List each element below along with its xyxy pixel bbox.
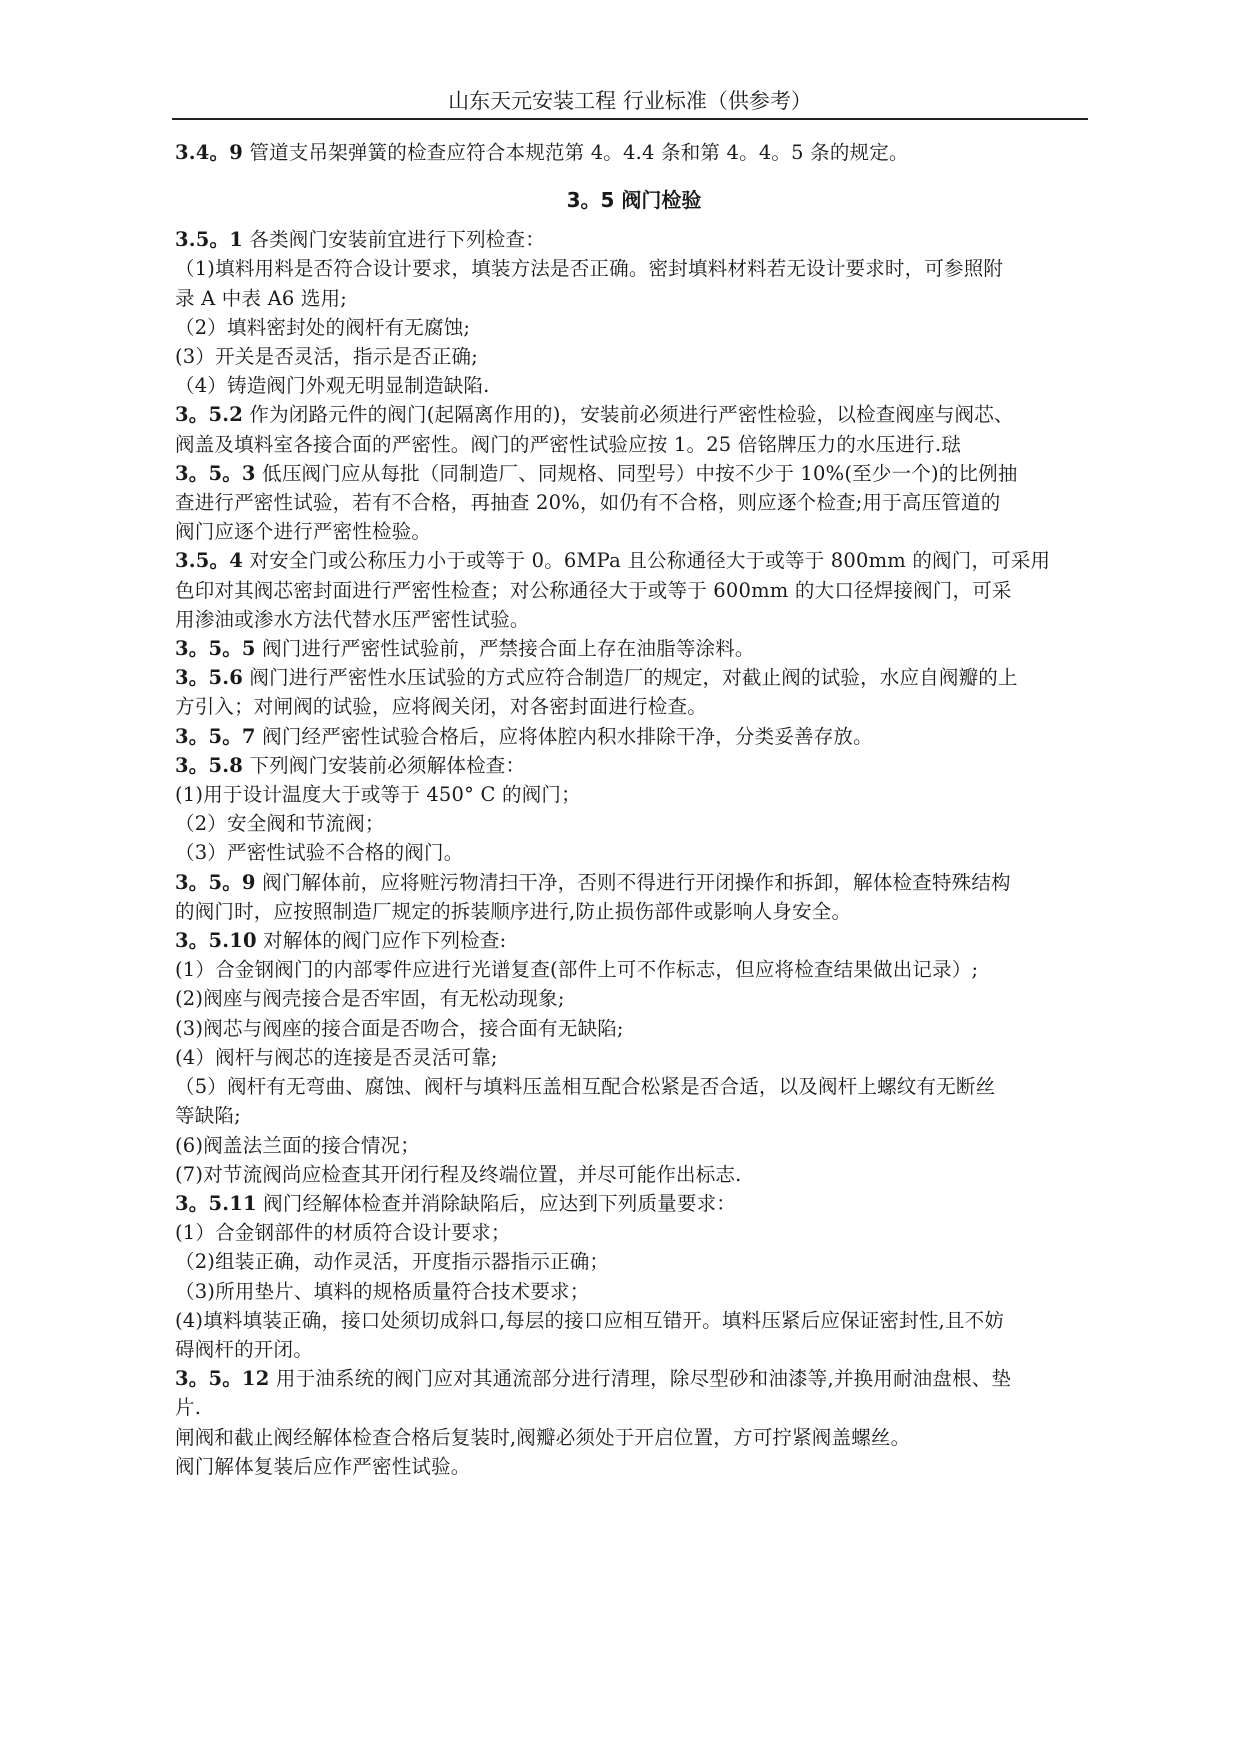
text-line [175,1277,1093,1306]
line-text: 阀门经严密性试验合格后，应将体腔内积水排除干净，分类妥善存放。 [255,724,873,748]
text-line [175,838,1093,867]
text-line [175,1131,1093,1160]
text-line [175,692,1093,721]
text-line [175,605,1093,634]
line-text: (4）阀杆与阀芯的连接是否灵活可靠; [175,1045,498,1069]
clause-number: 3。5。5 [175,637,256,661]
line-text: 查进行严密性试验，若有不合格，再抽查 20%，如仍有不合格，则应逐个检查;用于高压管道的 [175,491,1001,515]
text-line [175,1247,1093,1276]
line-text: 的阀门时，应按照制造厂规定的拆装顺序进行,防止损伤部件或影响人身安全。 [175,899,852,923]
line-text: 色印对其阀芯密封面进行严密性检查；对公称通径大于或等于 600mm 的大口径焊接阀门，可采 [175,578,1012,602]
line-text: 对安全门或公称压力小于或等于 0。6MPa 且公称通径大于或等于 800mm 的阀门，可采用 [243,549,1051,573]
line-text: （2）填料密封处的阀杆有无腐蚀; [175,315,471,339]
line-text: 等缺陷; [175,1104,241,1128]
text-line [175,313,1093,342]
text-line [175,576,1093,605]
line-text: 下列阀门安装前必须解体检查： [243,753,526,777]
text-line [175,1306,1093,1335]
text-line [175,897,1093,926]
line-text: (3）开关是否灵活，指示是否正确; [175,345,478,369]
text-line [175,284,1093,313]
clause-line [175,1364,1093,1393]
clause-line [175,926,1093,955]
line-text: 低压阀门应从每批（同制造厂、同规格、同型号）中按不少于 10%(至少一个)的比例抽 [255,461,1018,485]
header-title: 山东天元安装工程 行业标准（供参考） [448,89,812,113]
line-text: (4)填料填装正确，接口处须切成斜口,每层的接口应相互错开。填料压紧后应保证密封性,且不妨 [175,1308,1005,1332]
clause-line [175,1189,1093,1218]
clause-number: 3。5。3 [175,461,256,485]
text-line [175,809,1093,838]
clause-line [175,546,1093,575]
line-text: 阀门解体前，应将赃污物清扫干净，否则不得进行开闭操作和拆卸，解体检查特殊结构 [255,870,1011,894]
line-text: （1)填料用料是否符合设计要求，填装方法是否正确。密封填料材料若无设计要求时，可参照附 [175,257,1004,281]
clause-number: 3。5。9 [175,870,256,894]
text-line [175,1101,1093,1130]
intro-block [175,138,1093,167]
text-line [175,1423,1093,1452]
line-text: (2)阀座与阀壳接合是否牢固，有无松动现象; [175,987,565,1011]
clause-line [175,459,1093,488]
line-text: 对解体的阀门应作下列检查: [256,929,507,953]
text-line [175,254,1093,283]
clause-number: 3。5.2 [175,403,243,427]
line-text: 片. [175,1396,202,1420]
text-line [175,1160,1093,1189]
text-line [175,1452,1093,1481]
text-line [175,371,1093,400]
clause-line [175,868,1093,897]
line-text: 管道支吊架弹簧的检查应符合本规范第 4。4.4 条和第 4。4。5 条的规定。 [243,141,909,164]
line-text: 用渗油或渗水方法代替水压严密性试验。 [175,607,530,631]
line-text: 阀门解体复装后应作严密性试验。 [175,1454,471,1478]
line-text: 阀门进行严密性试验前，严禁接合面上存在油脂等涂料。 [255,637,755,661]
clause-line [175,751,1093,780]
line-text: (6)阀盖法兰面的接合情况； [175,1133,420,1157]
clause-number: 3。5.11 [175,1191,257,1215]
clause-number: 3。5.10 [175,929,257,953]
text-line [175,1218,1093,1247]
line-text: （2)组装正确，动作灵活，开度指示器指示正确； [175,1250,610,1274]
line-text: 闸阀和截止阀经解体检查合格后复装时,阀瓣必须处于开启位置，方可拧紧阀盖螺丝。 [175,1425,911,1449]
section-title: 3。5 阀门检验 [566,188,702,213]
text-line [175,430,1093,459]
line-text: (7)对节流阀尚应检查其开闭行程及终端位置，并尽可能作出标志. [175,1162,742,1186]
text-line [175,1043,1093,1072]
text-line [175,1335,1093,1364]
line-text: 用于油系统的阀门应对其通流部分进行清理，除尽型砂和油漆等,并换用耐油盘根、垫 [269,1367,1012,1391]
page-header [172,86,1088,120]
line-text: （3）严密性试验不合格的阀门。 [175,841,464,865]
line-text: 碍阀杆的开闭。 [175,1337,313,1361]
section-content [175,225,1093,1481]
line-text: （4）铸造阀门外观无明显制造缺陷. [175,374,490,398]
clause-number: 3。5.8 [175,753,243,777]
clause-line [175,663,1093,692]
text-line [175,1072,1093,1101]
clause-number: 3.5。4 [175,549,243,573]
clause-number: 3.5。1 [175,228,243,252]
clause-number: 3.4。9 [175,141,243,164]
line-text: 录 A 中表 A6 选用; [175,286,348,310]
line-text: 阀门应逐个进行严密性检验。 [175,520,432,544]
line-text: （5）阀杆有无弯曲、腐蚀、阀杆与填料压盖相互配合松紧是否合适，以及阀杆上螺纹有无断丝 [175,1075,996,1099]
clause-line [175,634,1093,663]
clause-number: 3。5.6 [175,666,243,690]
line-text: 各类阀门安装前宜进行下列检查： [243,228,545,252]
line-text: 阀盖及填料室各接合面的严密性。阀门的严密性试验应按 1。25 倍铭牌压力的水压进行.琺 [175,432,961,456]
clause-number: 3。5。7 [175,724,256,748]
line-text: 阀门经解体检查并消除缺陷后，应达到下列质量要求： [256,1191,736,1215]
text-line [175,955,1093,984]
clause-line [175,400,1093,429]
text-line [175,984,1093,1013]
line-text: 方引入；对闸阀的试验，应将阀关闭，对各密封面进行检查。 [175,695,707,719]
text-line [175,342,1093,371]
line-text: 作为闭路元件的阀门(起隔离作用的)，安装前必须进行严密性检验，以检查阀座与阀芯、 [243,403,1014,427]
clause-line [175,225,1093,254]
clause-line [175,138,1093,167]
text-line [175,488,1093,517]
text-line [175,517,1093,546]
clause-number: 3。5。12 [175,1367,270,1391]
text-line [175,1393,1093,1422]
line-text: (1）合金钢阀门的内部零件应进行光谱复查(部件上可不作标志，但应将检查结果做出记录）; [175,958,979,982]
clause-line [175,722,1093,751]
line-text: （2）安全阀和节流阀； [175,812,385,836]
text-line [175,780,1093,809]
document-body [175,138,1093,1481]
line-text: (3)阀芯与阀座的接合面是否吻合，接合面有无缺陷; [175,1016,624,1040]
line-text: (1)用于设计温度大于或等于 450° C 的阀门； [175,783,581,807]
line-text: (1）合金钢部件的材质符合设计要求； [175,1221,511,1245]
line-text: 阀门进行严密性水压试验的方式应符合制造厂的规定，对截止阀的试验，水应自阀瓣的上 [243,666,1018,690]
text-line [175,1014,1093,1043]
line-text: （3)所用垫片、填料的规格质量符合技术要求； [175,1279,590,1303]
